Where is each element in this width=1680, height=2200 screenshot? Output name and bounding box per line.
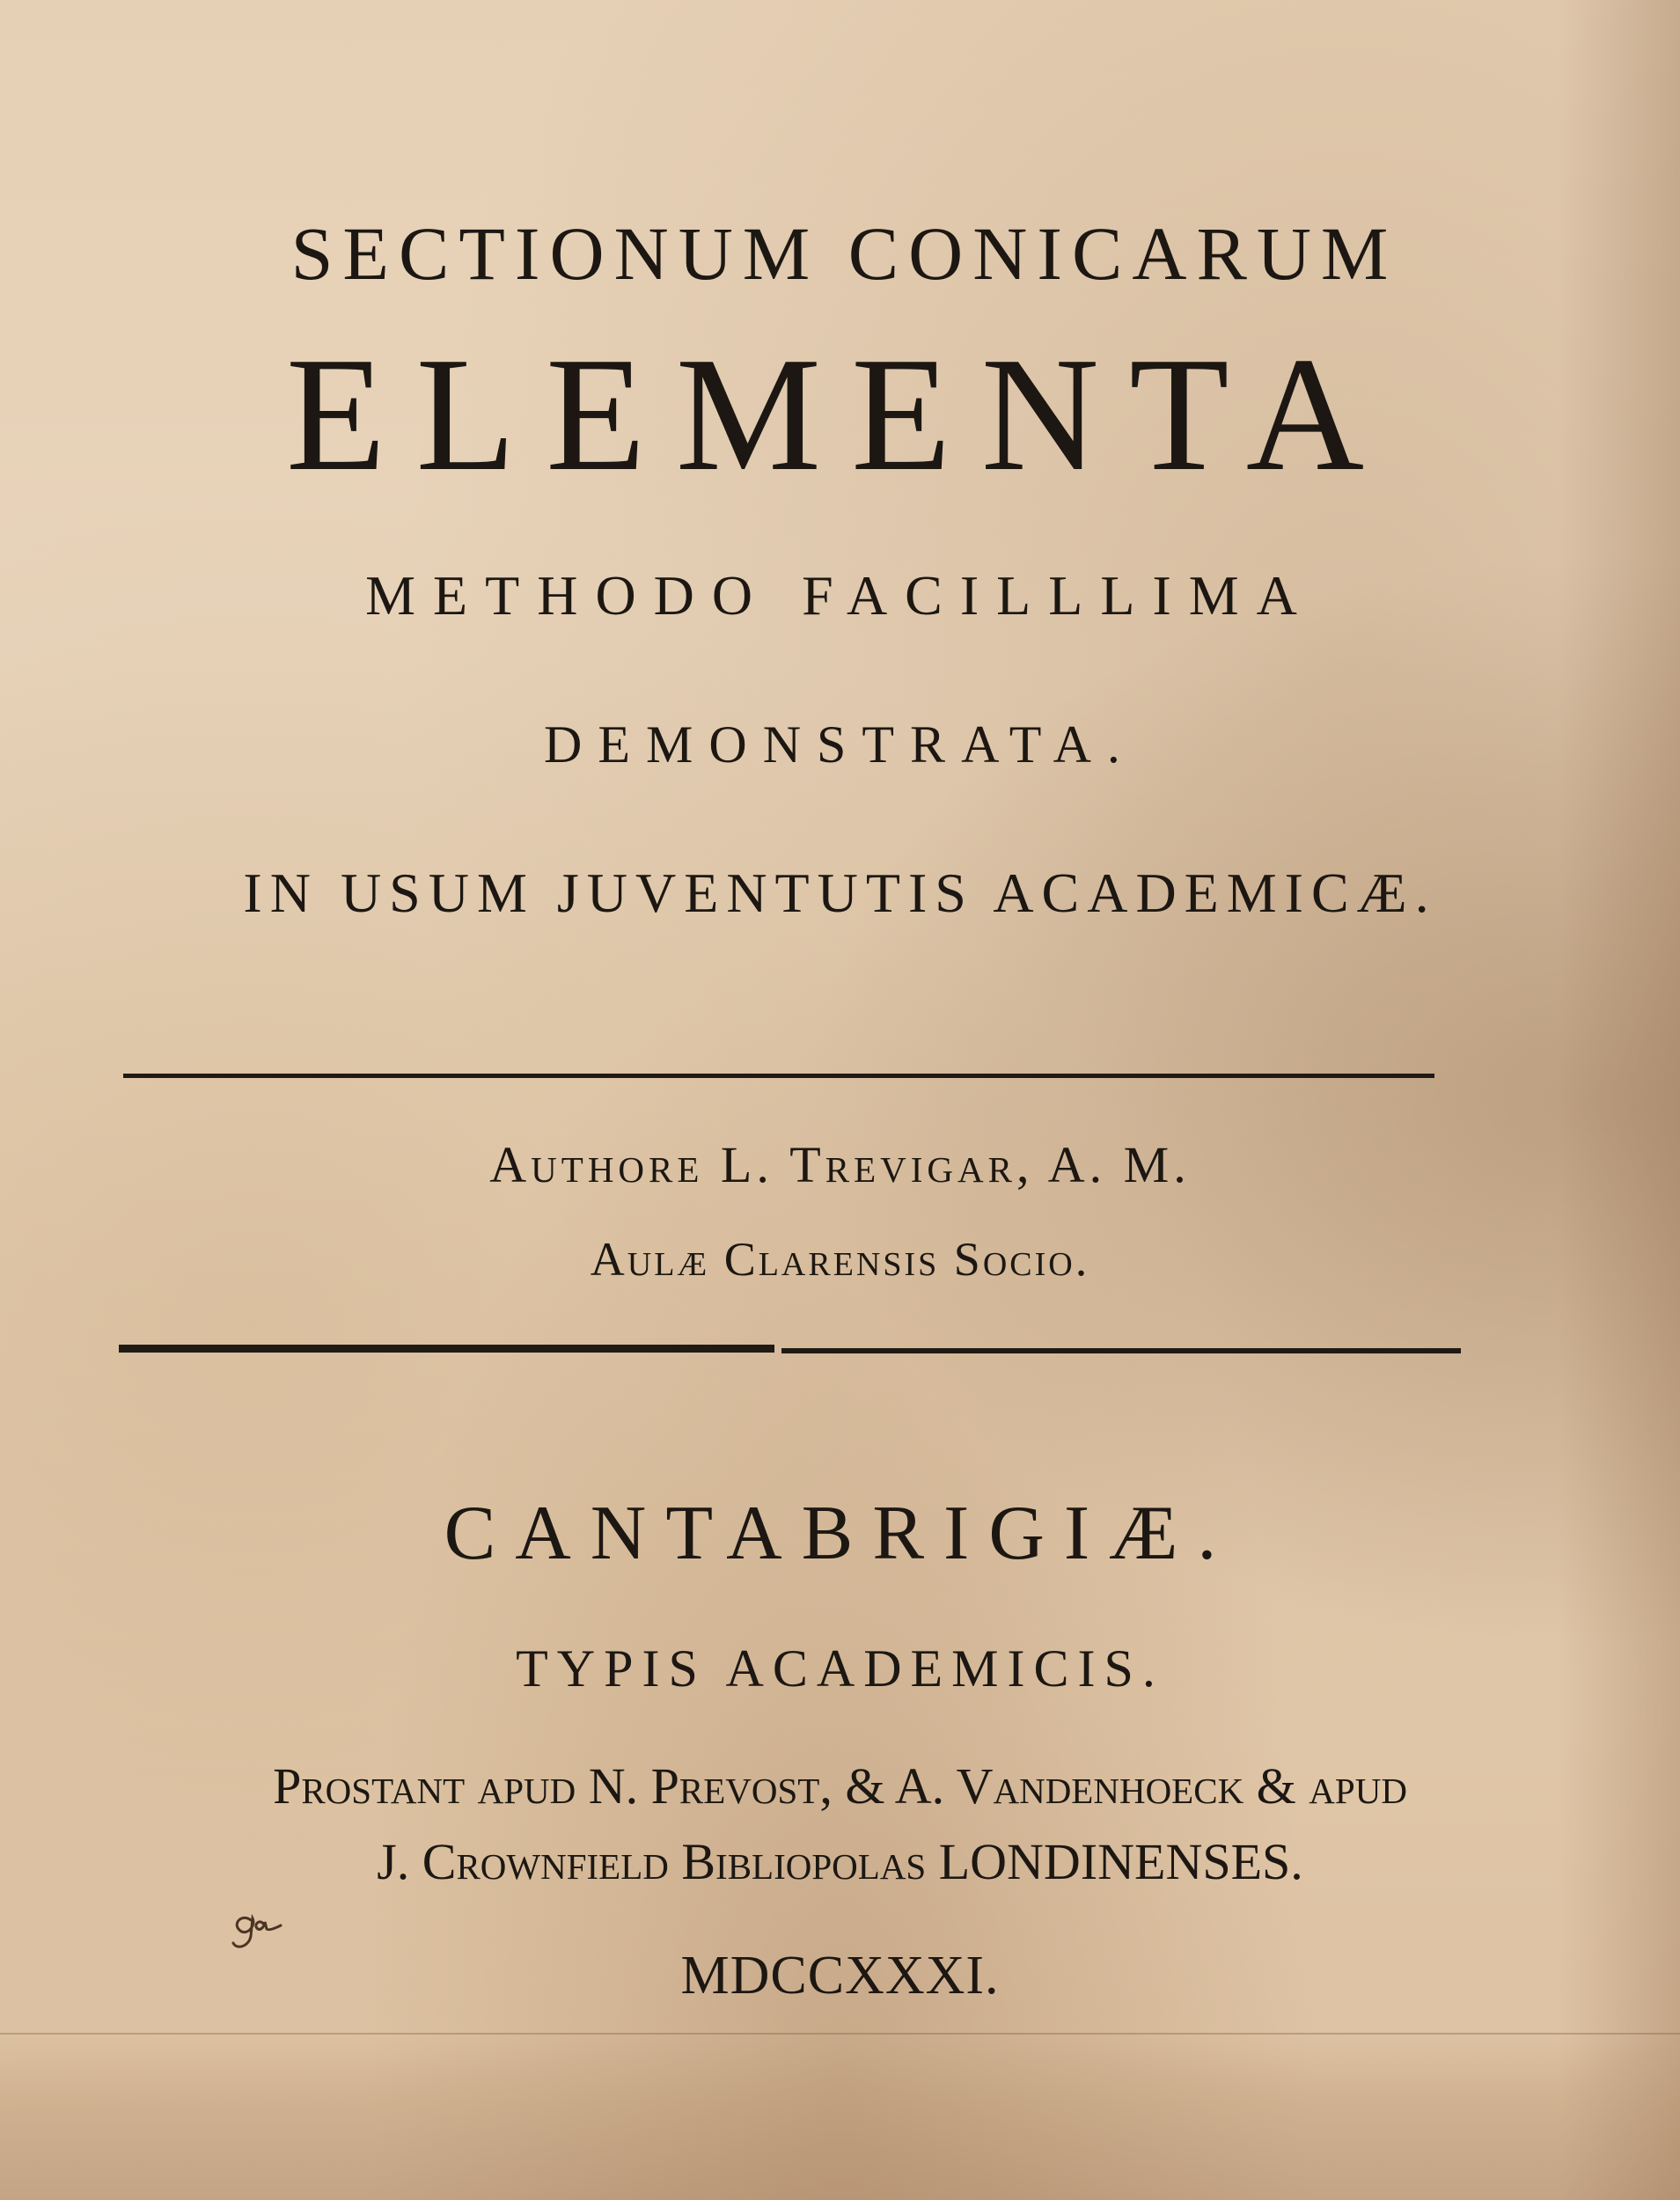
sellers-line-1: Proſtant apud N. Prevost, & A. Vandenhoeck & apud <box>273 1757 1407 1815</box>
title-line-2: ELEMENTA <box>285 324 1395 505</box>
author-line: Authore L. Trevigar, A. M. <box>489 1136 1191 1193</box>
subtitle-line-2: DEMONSTRATA. <box>544 715 1136 774</box>
upper-rule <box>123 1074 1434 1078</box>
lower-rule-right <box>781 1348 1461 1353</box>
lower-paper-edge <box>0 2033 1680 2200</box>
lower-rule-left <box>119 1345 774 1353</box>
imprint-city: CANTABRIGIÆ. <box>444 1491 1236 1576</box>
sellers-line-2: J. Crownfield Bibliopolas LONDINENSES. <box>377 1833 1303 1890</box>
title-line-1: SECTIONUM CONICARUM <box>290 211 1398 296</box>
subtitle-line-1: METHODO FACILLLIMA <box>365 564 1315 627</box>
publication-year: MDCCXXXI. <box>680 1946 1000 2006</box>
imprint-press: TYPIS ACADEMICIS. <box>516 1639 1164 1698</box>
affiliation-line: Aulæ Clarensis Socio. <box>590 1233 1090 1286</box>
paper-fold-line <box>0 2033 1680 2035</box>
subtitle-line-3: IN USUM JUVENTUTIS ACADEMICÆ. <box>243 862 1437 924</box>
